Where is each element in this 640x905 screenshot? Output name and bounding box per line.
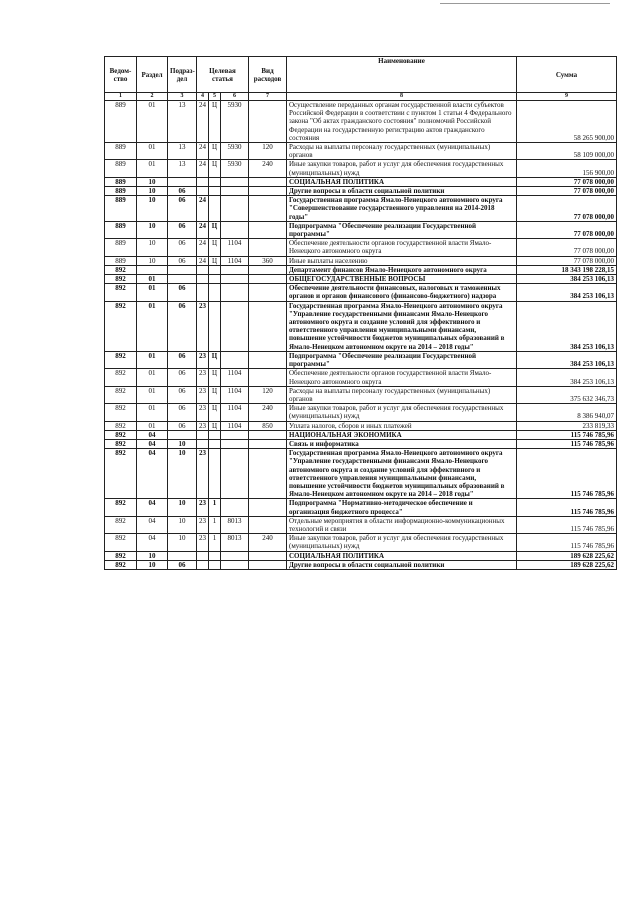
cell-expense-type — [249, 284, 287, 301]
colnum-4: 4 — [197, 93, 209, 101]
cell-program: 24 — [197, 221, 209, 238]
table-row — [105, 560, 617, 569]
cell-program: 23 — [197, 534, 209, 551]
cell-expense-type — [249, 499, 287, 516]
cell-expense-type: 850 — [249, 421, 287, 430]
cell-name: Обеспечение деятельности органов государственной власти Ямало-Ненецкого автономного округа — [287, 369, 517, 386]
budget-table-sheet — [104, 56, 616, 570]
cell-name: Другие вопросы в области социальной политики — [287, 187, 517, 196]
cell-name: СОЦИАЛЬНАЯ ПОЛИТИКА — [287, 551, 517, 560]
cell-subprogram: Ц — [209, 404, 221, 421]
cell-sum: 77 078 000,00 — [517, 177, 617, 186]
cell-sum: 8 386 940,07 — [517, 404, 617, 421]
table-row — [105, 275, 617, 284]
cell-subsection — [168, 265, 197, 274]
column-number-row — [105, 93, 617, 101]
cell-expense-type — [249, 439, 287, 448]
cell-program — [197, 187, 209, 196]
cell-sum: 115 746 785,96 — [517, 516, 617, 533]
cell-expense-type: 240 — [249, 534, 287, 551]
cell-dept: 889 — [105, 187, 137, 196]
cell-subsection: 10 — [168, 499, 197, 516]
cell-subsection: 06 — [168, 284, 197, 301]
cell-subprogram: Ц — [209, 160, 221, 177]
cell-article — [221, 196, 249, 222]
cell-subsection: 13 — [168, 101, 197, 143]
cell-name: Расходы на выплаты персоналу государственных (муниципальных) органов — [287, 143, 517, 160]
colnum-6: 6 — [221, 93, 249, 101]
cell-name: Иные закупки товаров, работ и услуг для обеспечения государственных (муниципальных) нужд — [287, 160, 517, 177]
cell-subprogram — [209, 439, 221, 448]
cell-expense-type: 120 — [249, 386, 287, 403]
cell-expense-type — [249, 351, 287, 368]
cell-name: Подпрограмма "Обеспечение реализации Государственной программы" — [287, 221, 517, 238]
cell-dept: 892 — [105, 551, 137, 560]
cell-subprogram: 1 — [209, 499, 221, 516]
table-row — [105, 177, 617, 186]
cell-dept: 892 — [105, 275, 137, 284]
cell-sum: 58 109 000,00 — [517, 143, 617, 160]
cell-program: 23 — [197, 404, 209, 421]
cell-expense-type — [249, 239, 287, 256]
cell-subprogram — [209, 187, 221, 196]
cell-program: 24 — [197, 196, 209, 222]
table-row — [105, 439, 617, 448]
cell-sum: 384 253 106,13 — [517, 275, 617, 284]
cell-subsection: 06 — [168, 256, 197, 265]
cell-subprogram: Ц — [209, 239, 221, 256]
cell-section: 01 — [137, 351, 168, 368]
table-row — [105, 534, 617, 551]
table-row — [105, 239, 617, 256]
cell-program: 24 — [197, 143, 209, 160]
cell-subsection: 06 — [168, 239, 197, 256]
cell-expense-type — [249, 101, 287, 143]
cell-subsection: 06 — [168, 404, 197, 421]
cell-program — [197, 430, 209, 439]
cell-sum: 384 253 106,13 — [517, 351, 617, 368]
cell-article — [221, 449, 249, 499]
cell-sum: 233 819,33 — [517, 421, 617, 430]
cell-name: Уплата налогов, сборов и иных платежей — [287, 421, 517, 430]
cell-expense-type — [249, 196, 287, 222]
table-row — [105, 265, 617, 274]
cell-article — [221, 275, 249, 284]
header-expense-type: Вид расходов — [249, 57, 287, 93]
cell-sum: 115 746 785,96 — [517, 430, 617, 439]
cell-name: Отдельные мероприятия в области информационно-коммуникационных технологий и связи — [287, 516, 517, 533]
cell-subsection: 13 — [168, 160, 197, 177]
table-row — [105, 369, 617, 386]
colnum-5: 5 — [209, 93, 221, 101]
cell-article — [221, 284, 249, 301]
cell-dept: 892 — [105, 404, 137, 421]
cell-program: 24 — [197, 239, 209, 256]
table-row — [105, 301, 617, 351]
cell-subprogram: Ц — [209, 386, 221, 403]
cell-sum: 77 078 000,00 — [517, 187, 617, 196]
cell-article: 8013 — [221, 534, 249, 551]
cell-dept: 889 — [105, 196, 137, 222]
table-row — [105, 284, 617, 301]
table-row — [105, 143, 617, 160]
cell-program: 23 — [197, 301, 209, 351]
cell-subprogram — [209, 551, 221, 560]
cell-article — [221, 187, 249, 196]
cell-section: 10 — [137, 239, 168, 256]
cell-dept: 889 — [105, 256, 137, 265]
header-section: Раздел — [137, 57, 168, 93]
cell-name: Другие вопросы в области социальной политики — [287, 560, 517, 569]
cell-dept: 892 — [105, 386, 137, 403]
cell-section: 01 — [137, 301, 168, 351]
cell-section: 10 — [137, 187, 168, 196]
table-row — [105, 196, 617, 222]
cell-expense-type — [249, 560, 287, 569]
cell-dept: 892 — [105, 560, 137, 569]
cell-name: Подпрограмма "Обеспечение реализации Государственной программы" — [287, 351, 517, 368]
cell-subsection: 06 — [168, 196, 197, 222]
cell-name: Обеспечение деятельности финансовых, налоговых и таможенных органов и органов финансового (финансово-бюджетного) надзора — [287, 284, 517, 301]
cell-subprogram: Ц — [209, 351, 221, 368]
cell-name: Осуществление переданных органам государственной власти субъектов Российской Федерации в соответствии с пунктом 1 статьи 4 Федерального закона "Об актах гражданского состояния" полномочий Российской Федерации на государственную регистрацию актов гражданского состояния — [287, 101, 517, 143]
cell-sum: 189 628 225,62 — [517, 551, 617, 560]
cell-program — [197, 439, 209, 448]
header-dept: Ведом-ство — [105, 57, 137, 93]
cell-section: 01 — [137, 369, 168, 386]
cell-article — [221, 499, 249, 516]
cell-sum: 189 628 225,62 — [517, 560, 617, 569]
cell-section: 01 — [137, 404, 168, 421]
cell-program: 24 — [197, 101, 209, 143]
cell-subprogram: 1 — [209, 516, 221, 533]
cell-program: 23 — [197, 516, 209, 533]
cell-subprogram — [209, 560, 221, 569]
cell-sum: 384 253 106,13 — [517, 369, 617, 386]
cell-section: 01 — [137, 421, 168, 430]
cell-subsection: 06 — [168, 351, 197, 368]
cell-expense-type — [249, 187, 287, 196]
cell-sum: 115 746 785,96 — [517, 439, 617, 448]
cell-dept: 892 — [105, 351, 137, 368]
cell-program — [197, 284, 209, 301]
cell-expense-type: 240 — [249, 404, 287, 421]
table-row — [105, 516, 617, 533]
colnum-2: 2 — [137, 93, 168, 101]
cell-program: 24 — [197, 256, 209, 265]
cell-expense-type: 120 — [249, 143, 287, 160]
cell-dept: 892 — [105, 499, 137, 516]
table-row — [105, 187, 617, 196]
table-row — [105, 386, 617, 403]
cell-program — [197, 177, 209, 186]
cell-program — [197, 275, 209, 284]
table-row — [105, 499, 617, 516]
cell-name: Расходы на выплаты персоналу государственных (муниципальных) органов — [287, 386, 517, 403]
budget-table — [104, 56, 617, 570]
cell-subsection: 10 — [168, 449, 197, 499]
cell-dept: 889 — [105, 160, 137, 177]
cell-article — [221, 430, 249, 439]
cell-subprogram — [209, 449, 221, 499]
cell-name: НАЦИОНАЛЬНАЯ ЭКОНОМИКА — [287, 430, 517, 439]
cell-program: 23 — [197, 499, 209, 516]
cell-subsection: 06 — [168, 301, 197, 351]
cell-sum: 77 078 000,00 — [517, 196, 617, 222]
cell-dept: 892 — [105, 439, 137, 448]
cell-dept: 889 — [105, 177, 137, 186]
cell-article: 5930 — [221, 101, 249, 143]
cell-article: 1104 — [221, 386, 249, 403]
cell-name: Иные закупки товаров, работ и услуг для обеспечения государственных (муниципальных) нужд — [287, 404, 517, 421]
cell-subprogram — [209, 177, 221, 186]
cell-program: 23 — [197, 421, 209, 430]
cell-dept: 892 — [105, 516, 137, 533]
cell-dept: 892 — [105, 265, 137, 274]
cell-article: 5930 — [221, 160, 249, 177]
cell-sum: 77 078 000,00 — [517, 256, 617, 265]
cell-section: 04 — [137, 534, 168, 551]
cell-name: Иные закупки товаров, работ и услуг для обеспечения государственных (муниципальных) нужд — [287, 534, 517, 551]
cell-section: 04 — [137, 449, 168, 499]
cell-dept: 892 — [105, 284, 137, 301]
cell-subsection: 10 — [168, 516, 197, 533]
cell-subsection: 06 — [168, 386, 197, 403]
cell-dept: 892 — [105, 449, 137, 499]
table-row — [105, 404, 617, 421]
table-row — [105, 551, 617, 560]
cell-program: 24 — [197, 160, 209, 177]
cell-subsection: 06 — [168, 187, 197, 196]
cell-sum: 115 746 785,96 — [517, 449, 617, 499]
cell-sum: 115 746 785,96 — [517, 499, 617, 516]
cell-subprogram — [209, 265, 221, 274]
table-row — [105, 160, 617, 177]
cell-section: 04 — [137, 439, 168, 448]
cell-subsection: 10 — [168, 439, 197, 448]
cell-subsection — [168, 551, 197, 560]
cell-section: 10 — [137, 256, 168, 265]
cell-expense-type — [249, 301, 287, 351]
cell-program: 23 — [197, 449, 209, 499]
cell-subprogram — [209, 196, 221, 222]
cell-subprogram: Ц — [209, 421, 221, 430]
cell-expense-type — [249, 177, 287, 186]
cell-section: 01 — [137, 101, 168, 143]
cell-subprogram: Ц — [209, 143, 221, 160]
header-name: Наименование — [287, 57, 517, 93]
table-row — [105, 256, 617, 265]
cell-sum: 77 078 000,00 — [517, 239, 617, 256]
cell-subsection — [168, 430, 197, 439]
cell-name: Подпрограмма "Нормативно-методическое обеспечение и организация бюджетного процесса" — [287, 499, 517, 516]
cell-dept: 889 — [105, 221, 137, 238]
cell-name: Связь и информатика — [287, 439, 517, 448]
cell-subprogram — [209, 275, 221, 284]
cell-program — [197, 560, 209, 569]
cell-subsection: 06 — [168, 369, 197, 386]
cell-article — [221, 351, 249, 368]
cell-article — [221, 221, 249, 238]
cell-section: 10 — [137, 221, 168, 238]
cell-subsection — [168, 275, 197, 284]
cell-program — [197, 265, 209, 274]
cell-name: Иные выплаты населению — [287, 256, 517, 265]
cell-subsection: 06 — [168, 221, 197, 238]
colnum-1: 1 — [105, 93, 137, 101]
cell-expense-type — [249, 430, 287, 439]
colnum-7: 7 — [249, 93, 287, 101]
cell-program: 23 — [197, 369, 209, 386]
cell-expense-type — [249, 221, 287, 238]
page-edge-line — [440, 3, 610, 4]
cell-article — [221, 177, 249, 186]
cell-sum: 18 343 198 228,15 — [517, 265, 617, 274]
cell-subsection — [168, 177, 197, 186]
cell-article — [221, 439, 249, 448]
colnum-8: 8 — [287, 93, 517, 101]
table-row — [105, 421, 617, 430]
cell-sum: 156 900,00 — [517, 160, 617, 177]
table-row — [105, 351, 617, 368]
cell-name: Государственная программа Ямало-Ненецкого автономного округа "Совершенствование государственного управления на 2014-2018 годы" — [287, 196, 517, 222]
cell-subprogram — [209, 284, 221, 301]
colnum-3: 3 — [168, 93, 197, 101]
colnum-9: 9 — [517, 93, 617, 101]
cell-article — [221, 551, 249, 560]
cell-section: 10 — [137, 551, 168, 560]
cell-section: 10 — [137, 196, 168, 222]
cell-dept: 892 — [105, 421, 137, 430]
cell-section: 01 — [137, 160, 168, 177]
cell-section: 10 — [137, 177, 168, 186]
cell-dept: 892 — [105, 430, 137, 439]
cell-subprogram — [209, 301, 221, 351]
cell-subprogram: Ц — [209, 256, 221, 265]
cell-dept: 892 — [105, 534, 137, 551]
cell-subprogram: Ц — [209, 221, 221, 238]
cell-expense-type — [249, 516, 287, 533]
cell-dept: 889 — [105, 101, 137, 143]
cell-name: Государственная программа Ямало-Ненецкого автономного округа "Управление государственными финансами Ямало-Ненецкого автономного округа и создание условий для эффективного и ответственного управления муниципальными финансами, повышение устойчивости бюджетов муниципальных образований в Ямало-Ненецком автономном округе на 2014 – 2018 годы" — [287, 301, 517, 351]
table-header-row — [105, 57, 617, 93]
cell-sum: 384 253 106,13 — [517, 284, 617, 301]
table-row — [105, 221, 617, 238]
cell-expense-type — [249, 551, 287, 560]
header-sum: Сумма — [517, 57, 617, 93]
cell-sum: 115 746 785,96 — [517, 534, 617, 551]
cell-name: Обеспечение деятельности органов государственной власти Ямало-Ненецкого автономного округа — [287, 239, 517, 256]
cell-section: 01 — [137, 275, 168, 284]
cell-expense-type — [249, 275, 287, 284]
cell-subprogram: Ц — [209, 369, 221, 386]
cell-program: 23 — [197, 386, 209, 403]
cell-section: 04 — [137, 499, 168, 516]
cell-article: 5930 — [221, 143, 249, 160]
cell-program: 23 — [197, 351, 209, 368]
cell-article — [221, 560, 249, 569]
cell-sum: 77 078 000,00 — [517, 221, 617, 238]
table-row — [105, 101, 617, 143]
cell-article: 1104 — [221, 369, 249, 386]
header-subsection: Подраз-дел — [168, 57, 197, 93]
header-target: Целевая статья — [197, 57, 249, 93]
cell-section: 04 — [137, 516, 168, 533]
cell-subsection: 06 — [168, 560, 197, 569]
cell-dept: 892 — [105, 301, 137, 351]
cell-sum: 384 253 106,13 — [517, 301, 617, 351]
cell-sum: 58 265 900,00 — [517, 101, 617, 143]
cell-section: 04 — [137, 430, 168, 439]
cell-section: 01 — [137, 143, 168, 160]
cell-article: 1104 — [221, 256, 249, 265]
cell-article — [221, 265, 249, 274]
cell-sum: 375 632 346,73 — [517, 386, 617, 403]
cell-section: 10 — [137, 560, 168, 569]
cell-name: Департамент финансов Ямало-Ненецкого автономного округа — [287, 265, 517, 274]
cell-subsection: 13 — [168, 143, 197, 160]
table-row — [105, 430, 617, 439]
cell-expense-type: 240 — [249, 160, 287, 177]
cell-article: 8013 — [221, 516, 249, 533]
cell-dept: 889 — [105, 143, 137, 160]
cell-article: 1104 — [221, 404, 249, 421]
cell-section: 01 — [137, 284, 168, 301]
cell-dept: 892 — [105, 369, 137, 386]
cell-expense-type — [249, 265, 287, 274]
cell-subprogram — [209, 430, 221, 439]
cell-name: Государственная программа Ямало-Ненецкого автономного округа "Управление государственными финансами Ямало-Ненецкого автономного округа и создание условий для эффективного и ответственного управления муниципальными финансами, повышение устойчивости бюджетов муниципальных образований в Ямало-Ненецком автономном округе на 2014 – 2018 годы" — [287, 449, 517, 499]
cell-subprogram: 1 — [209, 534, 221, 551]
cell-article: 1104 — [221, 421, 249, 430]
cell-program — [197, 551, 209, 560]
cell-expense-type — [249, 449, 287, 499]
cell-article — [221, 301, 249, 351]
cell-dept: 889 — [105, 239, 137, 256]
cell-name: ОБЩЕГОСУДАРСТВЕННЫЕ ВОПРОСЫ — [287, 275, 517, 284]
cell-subprogram: Ц — [209, 101, 221, 143]
cell-subsection: 10 — [168, 534, 197, 551]
cell-subsection: 06 — [168, 421, 197, 430]
cell-article: 1104 — [221, 239, 249, 256]
cell-expense-type: 360 — [249, 256, 287, 265]
cell-section — [137, 265, 168, 274]
cell-expense-type — [249, 369, 287, 386]
cell-section: 01 — [137, 386, 168, 403]
table-row — [105, 449, 617, 499]
cell-name: СОЦИАЛЬНАЯ ПОЛИТИКА — [287, 177, 517, 186]
